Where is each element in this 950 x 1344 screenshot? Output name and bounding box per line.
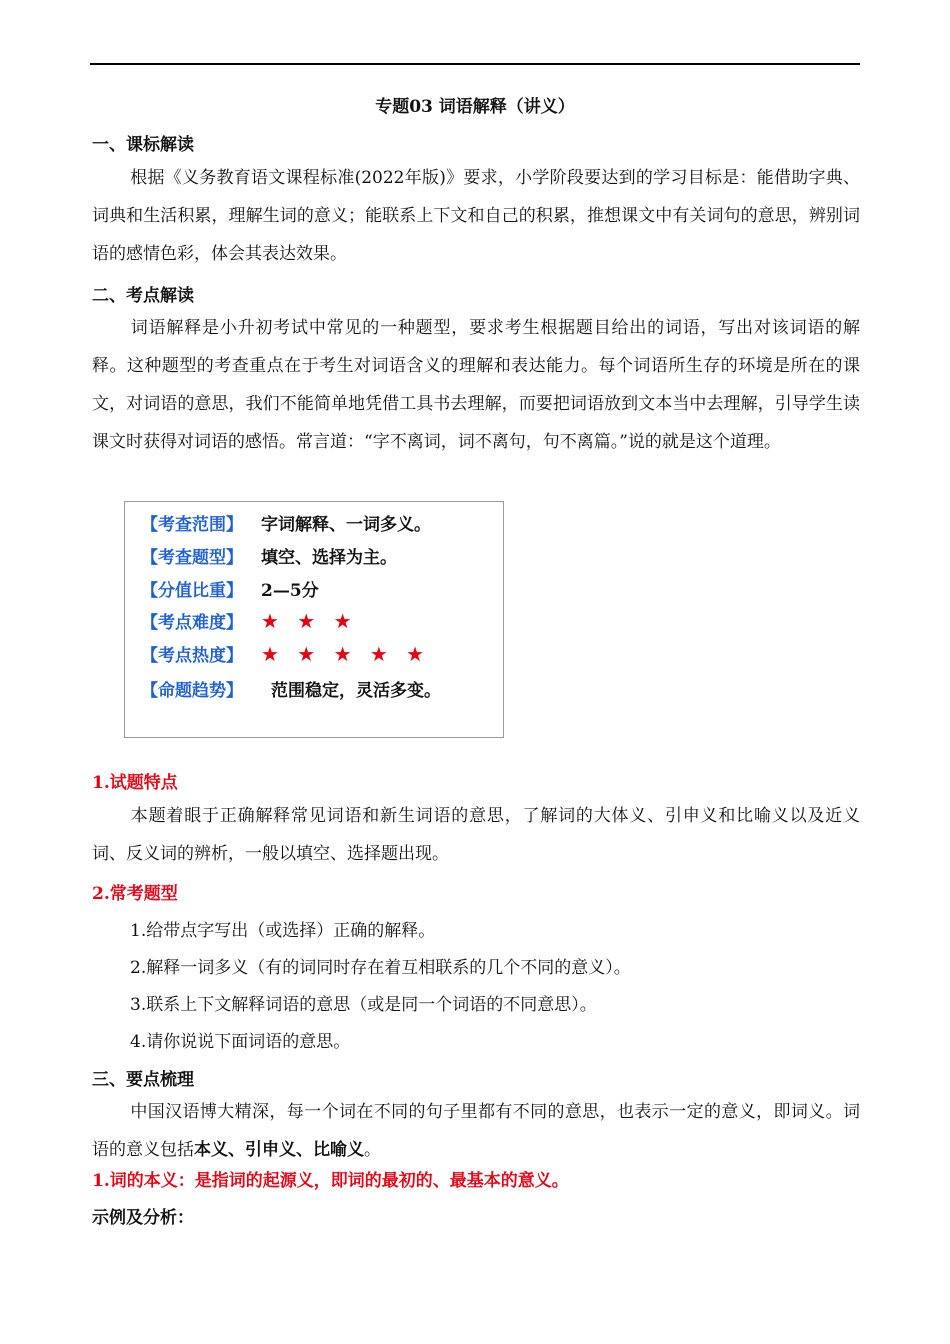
info-label: 【考点难度】: [141, 613, 243, 633]
info-value: 填空、选择为主。: [261, 548, 397, 568]
header-rule: [90, 63, 860, 65]
popularity-stars-icon: ★ ★ ★ ★ ★: [261, 642, 431, 666]
info-label: 【考点热度】: [141, 646, 243, 666]
exam-points-paragraph: 词语解释是小升初考试中常见的一种题型，要求考生根据题目给出的词语，写出对该词语的解释。这种题型的考查重点在于考生对词语含义的理解和表达能力。每个词语所生存的环境是所在的课文，对词语的意思，我们不能简单地凭借工具书去理解，而要把词语放到文本当中去理解，引导学生读课文时获得对词语的感悟。常言道：“字不离词，词不离句，句不离篇。”说的就是这个道理。: [92, 318, 860, 452]
section-heading-standards: 一、课标解读: [92, 135, 194, 155]
info-row-trend: [141, 676, 441, 701]
info-row-difficulty: [141, 608, 358, 633]
exam-info-box: [124, 501, 504, 738]
common-type-item: 4.请你说说下面词语的意思。: [130, 1032, 351, 1052]
features-paragraph: 本题着眼于正确解释常见词语和新生词语的意思，了解词的大体义、引申义和比喻义以及近义词、反义词的辨析，一般以填空、选择题出现。: [92, 806, 860, 864]
info-row-scope: [141, 510, 431, 535]
info-row-question-type: [141, 543, 397, 568]
section-heading-exam-points: 二、考点解读: [92, 286, 194, 306]
info-value: 2—5分: [261, 581, 319, 601]
info-row-score-weight: [141, 576, 319, 601]
meaning-types-emphasis: 本义、引申义、比喻义: [194, 1140, 364, 1160]
subheading-question-features: 1.试题特点: [92, 773, 178, 793]
info-label: 【命题趋势】: [141, 681, 243, 701]
info-value: 范围稳定，灵活多变。: [271, 681, 441, 701]
key-points-paragraph: 中国汉语博大精深，每一个词在不同的句子里都有不同的意思，也表示一定的意义，即词义。词语的意义包括本义、引申义、比喻义。: [92, 1102, 860, 1160]
subheading-common-types: 2.常考题型: [92, 884, 178, 904]
page-title: 专题03 词语解释（讲义）: [375, 97, 575, 117]
info-label: 【分值比重】: [141, 581, 243, 601]
info-value: 字词解释、一词多义。: [261, 515, 431, 535]
info-label: 【考查范围】: [141, 515, 243, 535]
difficulty-stars-icon: ★ ★ ★: [261, 609, 358, 633]
example-analysis-heading: 示例及分析：: [92, 1208, 194, 1228]
section-heading-key-points: 三、要点梳理: [92, 1070, 194, 1090]
common-type-item: 1.给带点字写出（或选择）正确的解释。: [130, 921, 436, 941]
standards-paragraph: 根据《义务教育语文课程标准(2022年版)》要求，小学阶段要达到的学习目标是：能借助字典、词典和生活积累，理解生词的意义；能联系上下文和自己的积累，推想课文中有关词句的意思，辨别词语的感情色彩，体会其表达效果。: [92, 168, 860, 264]
common-type-item: 2.解释一词多义（有的词同时存在着互相联系的几个不同的意义）。: [130, 958, 631, 978]
original-meaning-definition: 1.词的本义：是指词的起源义，即词的最初的、最基本的意义。: [92, 1171, 569, 1191]
info-label: 【考查题型】: [141, 548, 243, 568]
info-row-popularity: [141, 641, 430, 666]
common-type-item: 3.联系上下文解释词语的意思（或是同一个词语的不同意思）。: [130, 995, 597, 1015]
